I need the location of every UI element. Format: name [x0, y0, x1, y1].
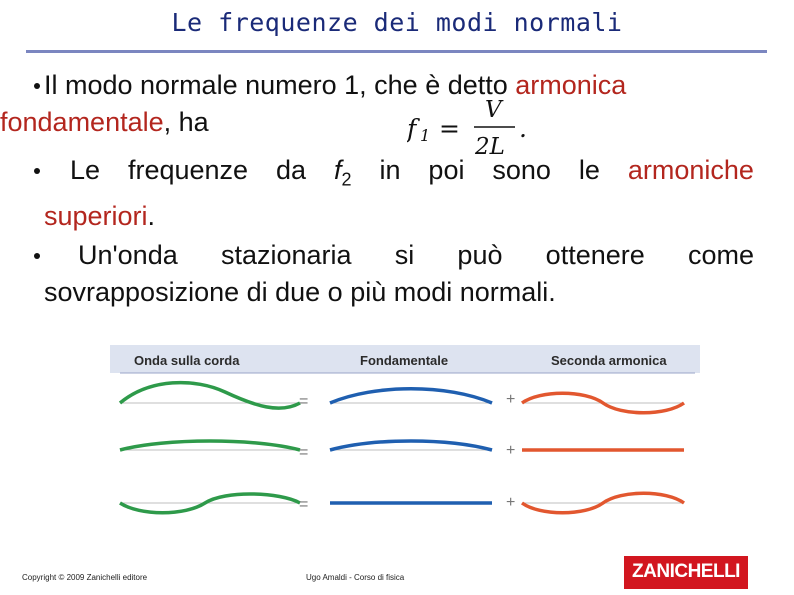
footer-copyright: Copyright © 2009 Zanichelli editore [22, 573, 148, 582]
bullet-dot-icon [34, 83, 40, 89]
keyword-superiori: superiori [44, 201, 148, 232]
plus-sign: + [506, 494, 516, 511]
title-underline [26, 50, 767, 53]
slide-title: Le frequenze dei modi normali [171, 8, 623, 37]
formula-lhs-sub: 1 [420, 126, 431, 145]
bullet-1 [0, 67, 754, 141]
fundamental-wave-1 [330, 389, 492, 403]
header-seconda-armonica: Seconda armonica [551, 353, 667, 368]
bullet-3 [44, 237, 754, 311]
keyword-armonica: armonica [515, 70, 627, 100]
plus-sign: + [506, 442, 516, 459]
bullet-dot-icon [34, 168, 40, 174]
formula-numerator: V [485, 97, 502, 123]
zanichelli-logo [624, 556, 748, 589]
equals-sign: = [299, 444, 309, 461]
wave-figure [110, 340, 700, 530]
logo-text: ZANICHELLI [632, 561, 740, 582]
plus-sign: + [506, 391, 516, 408]
fundamental-wave-2 [330, 441, 492, 450]
header-onda-sulla-corda: Onda sulla corda [134, 353, 240, 368]
header-fondamentale: Fondamentale [360, 353, 449, 368]
keyword-fondamentale: fondamentale [0, 107, 164, 137]
string-wave-2 [120, 441, 300, 450]
formula-lhs: f [407, 114, 417, 143]
formula-period: . [519, 114, 527, 143]
bullet-2-line-2: superiori. [44, 201, 156, 232]
equals-sign: = [299, 393, 309, 410]
bullet-2 [44, 152, 754, 235]
bullet-1-line-2: fondamentale, ha [0, 107, 209, 137]
formula-denominator: 2L [475, 134, 505, 160]
string-wave-1 [120, 383, 300, 409]
wave-figure-graphic [110, 340, 700, 530]
bullet-dot-icon [34, 253, 40, 259]
bullet-2-line-1: Le frequenze da $f_2$ in poi sono le armoniche [70, 155, 754, 190]
equals-sign: = [299, 496, 309, 513]
bullet-1-line-1: Il modo normale numero 1, che è detto armonica [44, 70, 627, 100]
symbol-f2: $f_2$ [334, 155, 352, 190]
formula-equals: = [439, 114, 460, 143]
keyword-armoniche: armoniche [627, 155, 754, 185]
bullet-3-line-2: sovrapposizione di due o più modi normali. [44, 277, 556, 307]
footer-author: Ugo Amaldi - Corso di fisica [306, 573, 405, 582]
bullet-3-line-1: Un'onda stazionaria si può ottenere come [78, 240, 754, 270]
slide-title-container [0, 8, 794, 37]
